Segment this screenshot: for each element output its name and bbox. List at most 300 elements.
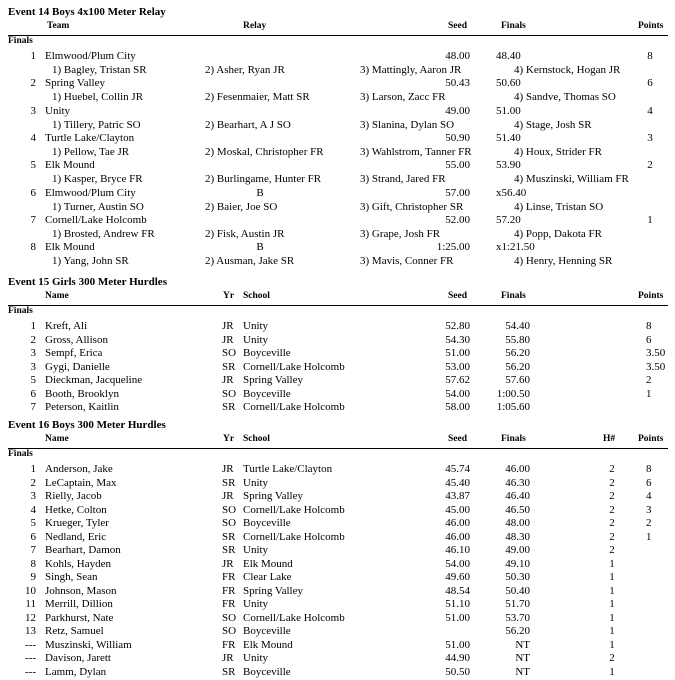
heat-number: 1 xyxy=(609,585,615,597)
athlete-name: Peterson, Kaitlin xyxy=(45,401,119,413)
points: 3 xyxy=(647,132,653,144)
school: Boyceville xyxy=(243,625,291,637)
place: 8 xyxy=(30,558,36,570)
place: 6 xyxy=(30,187,36,199)
points: 1 xyxy=(647,214,653,226)
seed-time: 50.43 xyxy=(445,77,470,89)
team-name: Cornell/Lake Holcomb xyxy=(45,214,147,226)
column-headers xyxy=(0,21,675,35)
place: 9 xyxy=(30,571,36,583)
team-name: Spring Valley xyxy=(45,77,105,89)
athlete-name: Anderson, Jake xyxy=(45,463,113,475)
points: 2 xyxy=(646,374,652,386)
school: Spring Valley xyxy=(243,490,303,502)
points: 6 xyxy=(646,334,652,346)
relay-leg-3: 3) Wahlstrom, Tanner FR xyxy=(360,146,472,158)
place: 3 xyxy=(30,105,36,117)
relay-leg-4: 4) Sandve, Thomas SO xyxy=(514,91,616,103)
header-team: Team xyxy=(47,21,70,31)
heat-number: 1 xyxy=(609,639,615,651)
relay-legs-row xyxy=(0,64,675,78)
seed-time: 1:25.00 xyxy=(436,241,470,253)
year: FR xyxy=(222,571,236,583)
athlete-name: Bearhart, Damon xyxy=(45,544,121,556)
year: SR xyxy=(222,666,236,678)
athlete-name: Johnson, Mason xyxy=(45,585,117,597)
points: 3.50 xyxy=(646,361,666,373)
relay-leg-1: 1) Huebel, Collin JR xyxy=(52,91,144,103)
place: 8 xyxy=(30,241,36,253)
header-seed: Seed xyxy=(448,291,467,301)
header-name: Name xyxy=(45,291,69,301)
finals-time: 50.30 xyxy=(505,571,530,583)
year: FR xyxy=(222,598,236,610)
relay-leg-2: 2) Moskal, Christopher FR xyxy=(205,146,324,158)
finals-time: 57.60 xyxy=(505,374,530,386)
athlete-name: Merrill, Dillion xyxy=(45,598,113,610)
school: Turtle Lake/Clayton xyxy=(243,463,333,475)
athlete-name: Gygi, Danielle xyxy=(45,361,110,373)
year: SR xyxy=(222,544,236,556)
finals-time: 54.40 xyxy=(505,320,530,332)
points: 4 xyxy=(647,105,653,117)
relay-leg-2: 2) Asher, Ryan JR xyxy=(205,64,285,76)
finals-time: 1:00.50 xyxy=(496,388,530,400)
relay-leg-1: 1) Brosted, Andrew FR xyxy=(52,228,155,240)
team-name: Turtle Lake/Clayton xyxy=(45,132,135,144)
table-row xyxy=(0,598,675,612)
table-row xyxy=(0,666,675,680)
header-rule xyxy=(8,35,668,36)
header-finals: Finals xyxy=(501,291,526,301)
heat-number: 1 xyxy=(609,558,615,570)
seed-time: 43.87 xyxy=(445,490,470,502)
relay-leg-4: 4) Linse, Tristan SO xyxy=(514,201,604,213)
seed-time: 46.10 xyxy=(445,544,470,556)
finals-time: 50.60 xyxy=(496,77,521,89)
points: 2 xyxy=(647,159,653,171)
header-points: Points xyxy=(638,291,664,301)
athlete-name: Rielly, Jacob xyxy=(45,490,102,502)
relay-legs-row xyxy=(0,146,675,160)
section-label: Finals xyxy=(8,36,33,46)
athlete-name: Nedland, Eric xyxy=(45,531,107,543)
seed-time: 51.00 xyxy=(445,639,470,651)
school: Unity xyxy=(243,598,269,610)
finals-time: 50.40 xyxy=(505,585,530,597)
relay-leg-3: 3) Mattingly, Aaron JR xyxy=(360,64,462,76)
points: 6 xyxy=(646,477,652,489)
finals-time: 55.80 xyxy=(505,334,530,346)
place: 3 xyxy=(30,347,36,359)
athlete-name: Kohls, Hayden xyxy=(45,558,111,570)
heat-number: 2 xyxy=(609,652,615,664)
seed-time: 52.80 xyxy=(445,320,470,332)
seed-time: 50.50 xyxy=(445,666,470,678)
table-row xyxy=(0,241,675,255)
athlete-name: Muszinski, William xyxy=(45,639,132,651)
table-row xyxy=(0,531,675,545)
year: SO xyxy=(222,388,237,400)
relay-leg-2: 2) Fisk, Austin JR xyxy=(205,228,285,240)
section-label: Finals xyxy=(8,449,33,459)
heat-number: 1 xyxy=(609,571,615,583)
event-title: Event 16 Boys 300 Meter Hurdles xyxy=(8,419,166,431)
finals-time: 46.30 xyxy=(505,477,530,489)
header-points: Points xyxy=(638,21,664,31)
year: JR xyxy=(222,320,234,332)
table-row xyxy=(0,477,675,491)
place: 13 xyxy=(25,625,36,637)
place: 10 xyxy=(25,585,36,597)
table-row xyxy=(0,388,675,402)
heat-number: 2 xyxy=(609,517,615,529)
place: 1 xyxy=(30,50,36,62)
seed-time: 51.10 xyxy=(445,598,470,610)
heat-number: 1 xyxy=(609,598,615,610)
event-title: Event 14 Boys 4x100 Meter Relay xyxy=(8,6,166,18)
place: 5 xyxy=(30,374,36,386)
table-row xyxy=(0,558,675,572)
finals-time: 49.00 xyxy=(505,544,530,556)
heat-number: 2 xyxy=(609,463,615,475)
relay-leg-1: 1) Tillery, Patric SO xyxy=(52,119,141,131)
finals-time: 48.00 xyxy=(505,517,530,529)
table-row xyxy=(0,77,675,91)
relay-leg-1: 1) Kasper, Bryce FR xyxy=(52,173,143,185)
heat-number: 2 xyxy=(609,544,615,556)
table-row xyxy=(0,214,675,228)
place: 2 xyxy=(30,477,36,489)
points: 8 xyxy=(646,463,652,475)
finals-time: 48.30 xyxy=(505,531,530,543)
relay-leg-3: 3) Grape, Josh FR xyxy=(360,228,441,240)
school: Cornell/Lake Holcomb xyxy=(243,361,345,373)
year: SR xyxy=(222,401,236,413)
seed-time: 46.00 xyxy=(445,517,470,529)
table-row xyxy=(0,490,675,504)
header-relay: Relay xyxy=(243,21,267,31)
finals-time: NT xyxy=(515,666,530,678)
place: 2 xyxy=(30,77,36,89)
athlete-name: Hetke, Colton xyxy=(45,504,107,516)
relay-leg-2: 2) Burlingame, Hunter FR xyxy=(205,173,322,185)
athlete-name: Kreft, Ali xyxy=(45,320,88,332)
table-row xyxy=(0,639,675,653)
heat-number: 2 xyxy=(609,504,615,516)
place: 6 xyxy=(30,388,36,400)
finals-time: 49.10 xyxy=(505,558,530,570)
year: SO xyxy=(222,612,237,624)
seed-time: 55.00 xyxy=(445,159,470,171)
heat-number: 1 xyxy=(609,612,615,624)
header-rule xyxy=(8,448,668,449)
year: SR xyxy=(222,477,236,489)
header-finals: Finals xyxy=(501,21,526,31)
table-row xyxy=(0,504,675,518)
heat-number: 1 xyxy=(609,666,615,678)
table-row xyxy=(0,401,675,415)
relay-leg-3: 3) Gift, Christopher SR xyxy=(360,201,464,213)
year: FR xyxy=(222,639,236,651)
header-heat: H# xyxy=(603,434,616,444)
seed-time: 54.00 xyxy=(445,388,470,400)
finals-time: 56.20 xyxy=(505,361,530,373)
table-row xyxy=(0,652,675,666)
table-row xyxy=(0,347,675,361)
event-title: Event 15 Girls 300 Meter Hurdles xyxy=(8,276,167,288)
header-seed: Seed xyxy=(448,434,467,444)
year: JR xyxy=(222,558,234,570)
seed-time: 48.54 xyxy=(445,585,470,597)
relay-leg-2: 2) Bearhart, A J SO xyxy=(205,119,291,131)
school: Unity xyxy=(243,652,269,664)
seed-time: 58.00 xyxy=(445,401,470,413)
points: 4 xyxy=(646,490,652,502)
header-yr: Yr xyxy=(223,291,235,301)
finals-time: 56.20 xyxy=(505,625,530,637)
seed-time: 50.90 xyxy=(445,132,470,144)
school: Cornell/Lake Holcomb xyxy=(243,401,345,413)
relay-leg-1: 1) Bagley, Tristan SR xyxy=(52,64,147,76)
place: --- xyxy=(25,666,36,678)
relay-leg-3: 3) Slanina, Dylan SO xyxy=(360,119,455,131)
relay-leg-4: 4) Muszinski, William FR xyxy=(514,173,629,185)
relay-leg-1: 1) Turner, Austin SO xyxy=(52,201,144,213)
seed-time: 49.60 xyxy=(445,571,470,583)
finals-time: 53.70 xyxy=(505,612,530,624)
points: 2 xyxy=(646,517,652,529)
finals-time: 46.40 xyxy=(505,490,530,502)
place: 7 xyxy=(30,544,36,556)
table-row xyxy=(0,320,675,334)
school: Clear Lake xyxy=(243,571,292,583)
points: 6 xyxy=(647,77,653,89)
athlete-name: Singh, Sean xyxy=(45,571,98,583)
place: 5 xyxy=(30,517,36,529)
relay-leg-4: 4) Stage, Josh SR xyxy=(514,119,592,131)
heat-number: 2 xyxy=(609,531,615,543)
relay-leg-2: 2) Fesenmaier, Matt SR xyxy=(205,91,310,103)
points: 1 xyxy=(646,388,652,400)
points: 3 xyxy=(646,504,652,516)
table-row xyxy=(0,50,675,64)
heat-number: 2 xyxy=(609,490,615,502)
school: Unity xyxy=(243,334,269,346)
seed-time: 44.90 xyxy=(445,652,470,664)
school: Elk Mound xyxy=(243,558,293,570)
header-rule xyxy=(8,305,668,306)
finals-time: 53.90 xyxy=(496,159,521,171)
column-headers xyxy=(0,434,675,448)
header-name: Name xyxy=(45,434,69,444)
school: Cornell/Lake Holcomb xyxy=(243,504,345,516)
points: 1 xyxy=(646,531,652,543)
year: SO xyxy=(222,504,237,516)
year: JR xyxy=(222,490,234,502)
relay-legs-row xyxy=(0,119,675,133)
year: JR xyxy=(222,334,234,346)
place: --- xyxy=(25,652,36,664)
table-row xyxy=(0,517,675,531)
table-row xyxy=(0,463,675,477)
place: 6 xyxy=(30,531,36,543)
team-name: Elk Mound xyxy=(45,159,95,171)
relay-leg-2: 2) Baier, Joe SO xyxy=(205,201,278,213)
header-school: School xyxy=(243,434,270,444)
points: 8 xyxy=(647,50,653,62)
table-row xyxy=(0,361,675,375)
seed-time: 49.00 xyxy=(445,105,470,117)
place: 1 xyxy=(30,320,36,332)
finals-time: 48.40 xyxy=(496,50,521,62)
team-name: Elmwood/Plum City xyxy=(45,50,136,62)
table-row xyxy=(0,544,675,558)
year: SO xyxy=(222,625,237,637)
athlete-name: Krueger, Tyler xyxy=(45,517,109,529)
athlete-name: Sempf, Erica xyxy=(45,347,103,359)
school: Unity xyxy=(243,320,269,332)
place: 3 xyxy=(30,490,36,502)
place: 4 xyxy=(30,504,36,516)
school: Spring Valley xyxy=(243,585,303,597)
seed-time: 45.00 xyxy=(445,504,470,516)
school: Boyceville xyxy=(243,388,291,400)
finals-time: 51.00 xyxy=(496,105,521,117)
seed-time: 53.00 xyxy=(445,361,470,373)
header-school: School xyxy=(243,291,270,301)
school: Cornell/Lake Holcomb xyxy=(243,531,345,543)
finals-time: 56.20 xyxy=(505,347,530,359)
team-name: Unity xyxy=(45,105,71,117)
seed-time: 54.30 xyxy=(445,334,470,346)
relay-leg-1: 1) Pellow, Tae JR xyxy=(52,146,130,158)
finals-time: NT xyxy=(515,639,530,651)
athlete-name: LeCaptain, Max xyxy=(45,477,117,489)
team-name: Elk Mound xyxy=(45,241,95,253)
place: 7 xyxy=(30,401,36,413)
relay-leg-3: 3) Mavis, Conner FR xyxy=(360,255,454,267)
place: 7 xyxy=(30,214,36,226)
table-row xyxy=(0,105,675,119)
table-row xyxy=(0,159,675,173)
school: Boyceville xyxy=(243,666,291,678)
seed-time: 57.62 xyxy=(445,374,470,386)
year: SO xyxy=(222,347,237,359)
place: 12 xyxy=(25,612,36,624)
header-yr: Yr xyxy=(223,434,235,444)
heat-number: 1 xyxy=(609,625,615,637)
finals-time: 51.70 xyxy=(505,598,530,610)
table-row xyxy=(0,132,675,146)
athlete-name: Parkhurst, Nate xyxy=(45,612,114,624)
finals-time: 46.50 xyxy=(505,504,530,516)
finals-time: x56.40 xyxy=(496,187,527,199)
table-row xyxy=(0,571,675,585)
relay-leg-4: 4) Kernstock, Hogan JR xyxy=(514,64,621,76)
seed-time: 46.00 xyxy=(445,531,470,543)
place: 4 xyxy=(30,132,36,144)
year: JR xyxy=(222,374,234,386)
header-seed: Seed xyxy=(448,21,467,31)
year: JR xyxy=(222,463,234,475)
place: 3 xyxy=(30,361,36,373)
seed-time: 45.74 xyxy=(445,463,470,475)
athlete-name: Dieckman, Jacqueline xyxy=(45,374,143,386)
place: 11 xyxy=(25,598,36,610)
school: Cornell/Lake Holcomb xyxy=(243,612,345,624)
relay-legs-row xyxy=(0,201,675,215)
place: 5 xyxy=(30,159,36,171)
year: JR xyxy=(222,652,234,664)
finals-time: 1:05.60 xyxy=(496,401,530,413)
year: SR xyxy=(222,361,236,373)
seed-time: 51.00 xyxy=(445,347,470,359)
finals-time: 57.20 xyxy=(496,214,521,226)
relay-leg-4: 4) Henry, Henning SR xyxy=(514,255,613,267)
relay-leg-1: 1) Yang, John SR xyxy=(52,255,129,267)
school: Unity xyxy=(243,544,269,556)
column-headers xyxy=(0,291,675,305)
relay-leg-4: 4) Popp, Dakota FR xyxy=(514,228,602,240)
seed-time: 54.00 xyxy=(445,558,470,570)
relay-leg-3: 3) Larson, Zacc FR xyxy=(360,91,446,103)
school: Elk Mound xyxy=(243,639,293,651)
year: SR xyxy=(222,531,236,543)
finals-time: 51.40 xyxy=(496,132,521,144)
finals-time: 46.00 xyxy=(505,463,530,475)
relay-letter: B xyxy=(256,241,264,253)
points: 8 xyxy=(646,320,652,332)
school: Boyceville xyxy=(243,517,291,529)
relay-legs-row xyxy=(0,255,675,269)
section-label: Finals xyxy=(8,306,33,316)
athlete-name: Davison, Jarett xyxy=(45,652,111,664)
school: Spring Valley xyxy=(243,374,303,386)
header-points: Points xyxy=(638,434,664,444)
table-row xyxy=(0,187,675,201)
seed-time: 57.00 xyxy=(445,187,470,199)
header-finals: Finals xyxy=(501,434,526,444)
school: Boyceville xyxy=(243,347,291,359)
finals-time: x1:21.50 xyxy=(496,241,535,253)
year: SO xyxy=(222,517,237,529)
seed-time: 51.00 xyxy=(445,612,470,624)
relay-leg-2: 2) Ausman, Jake SR xyxy=(205,255,295,267)
relay-leg-4: 4) Houx, Strider FR xyxy=(514,146,602,158)
seed-time: 52.00 xyxy=(445,214,470,226)
place: 2 xyxy=(30,334,36,346)
table-row xyxy=(0,625,675,639)
seed-time: 45.40 xyxy=(445,477,470,489)
athlete-name: Gross, Allison xyxy=(45,334,108,346)
seed-time: 48.00 xyxy=(445,50,470,62)
athlete-name: Booth, Brooklyn xyxy=(45,388,119,400)
table-row xyxy=(0,374,675,388)
athlete-name: Retz, Samuel xyxy=(45,625,104,637)
year: FR xyxy=(222,585,236,597)
place: 1 xyxy=(30,463,36,475)
relay-legs-row xyxy=(0,91,675,105)
relay-leg-3: 3) Strand, Jared FR xyxy=(360,173,446,185)
heat-number: 2 xyxy=(609,477,615,489)
table-row xyxy=(0,612,675,626)
table-row xyxy=(0,334,675,348)
relay-legs-row xyxy=(0,173,675,187)
school: Unity xyxy=(243,477,269,489)
team-name: Elmwood/Plum City xyxy=(45,187,136,199)
relay-letter: B xyxy=(256,187,264,199)
